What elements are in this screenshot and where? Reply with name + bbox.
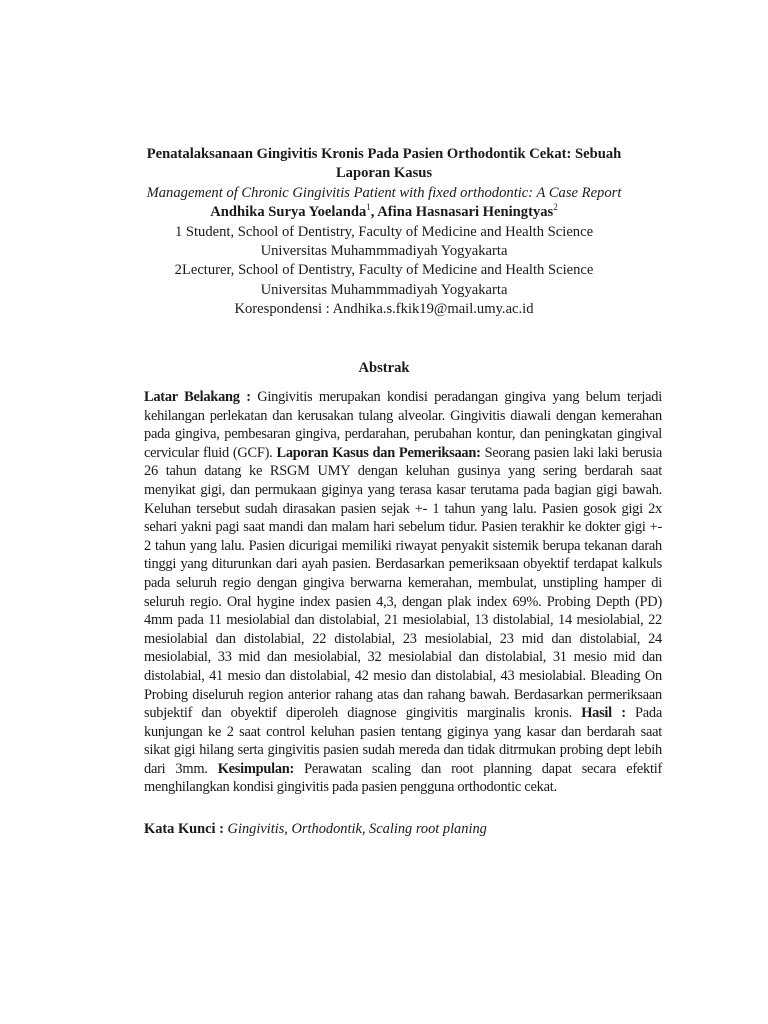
author-1: Andhika Surya Yoelanda <box>210 204 367 221</box>
affiliation-1-line-2: Universitas Muhammmadiyah Yogyakarta <box>260 243 508 260</box>
author-2: Afina Hasnasari Heningtyas <box>377 204 554 221</box>
case-report-label: Laporan Kasus dan Pemeriksaan: <box>276 444 481 461</box>
title-line-2: Laporan Kasus <box>335 165 433 182</box>
author-1-affil-mark: 1 <box>366 202 371 213</box>
conclusion-text: Perawatan scaling dan root planning dapat secara efektif menghilangkan kondisi gingivitis pada pasien pengguna orthodontic cekat. <box>144 760 663 796</box>
author-separator: , <box>370 204 378 221</box>
background-label: Latar Belakang : <box>144 389 251 405</box>
keywords-label: Kata Kunci : <box>144 821 224 837</box>
paper-subtitle: Management of Chronic Gingivitis Patient with fixed orthodontic: A Case Report <box>146 184 622 201</box>
case-report-text: Seorang pasien laki laki berusia 26 tahun datang ke RSGM UMY dengan keluhan gusinya yang sering berdarah saat menyikat gigi, dan permukaan giginya yang terasa kasar terutama pada bagian gigi bawah. Keluhan tersebut sudah dirasakan pasien sejak +- 1 tahun yang lalu. Pasien gosok gigi 2x sehari yakni pagi saat mandi dan malam hari sebelum tidur. Pasien terakhir ke dokter gigi +- 2 tahun yang lalu. Pasien dicurigai memiliki riwayat penyakit sistemik berupa tekanan darah tinggi yang diturunkan dari ayah pasien. Berdasarkan pemeriksaan obyektif terdapat kalkuls pada seluruh regio dengan gingiva berwarna kemerahan, membulat, unstipling hamper di seluruh regio. Oral hygine index pasien 4,3, dengan plak index 69%. Probing Depth (PD) 4mm pada 11 mesiolabial dan distolabial, 21 mesiolabial, 13 distolabial, 14 mesiolabial, 22 mesiolabial dan distolabial, 22 distolabial, 23 mesiolabial, 23 mid dan distolabial, 24 mesiolabial, 33 mid dan mesiolabial, 32 mesiolabial dan distolabial, 31 mesio mid dan distolabial, 41 mesio dan distolabial, 42 mesio dan distolabial, 43 mesiolabial. Bleading On Probing diseluruh region anterior rahang atas dan rahang bawah. Berdasarkan permeriksaan subjektif dan obyektif diperoleh diagnose gingivitis marginalis kronis. <box>144 444 663 722</box>
affiliation-1-line-1: 1 Student, School of Dentistry, Faculty of Medicine and Health Science <box>174 223 594 240</box>
author-2-affil-mark: 2 <box>553 202 558 213</box>
results-text: Pada kunjungan ke 2 saat control keluhan pasien tentang giginya yang kasar dan berdarah saat sikat gigi hilang serta gingivitis pasien sudah mereda dan tidak ditrmukan probing dept lebih dari 3mm. <box>144 705 662 777</box>
correspondence: Korespondensi : Andhika.s.fkik19@mail.umy.ac.id <box>234 301 534 318</box>
affiliation-2-line-1: 2Lecturer, School of Dentistry, Faculty of Medicine and Health Science <box>174 262 594 279</box>
abstract-body <box>144 388 662 797</box>
results-label: Hasil : <box>581 705 626 722</box>
conclusion-label: Kesimpulan: <box>217 760 295 777</box>
paper-title <box>100 145 668 184</box>
author-list <box>100 203 668 222</box>
keywords <box>144 820 662 839</box>
affiliation-2-line-2: Universitas Muhammmadiyah Yogyakarta <box>260 281 508 298</box>
abstract-heading: Abstrak <box>358 360 410 376</box>
paper-header <box>100 145 668 320</box>
keywords-values: Gingivitis, Orthodontik, Scaling root planing <box>223 821 487 837</box>
title-line-1: Penatalaksanaan Gingivitis Kronis Pada Pasien Orthodontik Cekat: Sebuah <box>146 146 622 162</box>
background-text: Gingivitis merupakan kondisi peradangan gingiva yang belum terjadi kehilangan perlekatan dan kerusakan tulang alveolar. Gingivitis diawali dengan kemerahan pada gingiva, pembesaran gingiva, perdarahan, perubahan kontur, dan peningkatan gingival cervicular fluid (GCF). <box>144 389 662 461</box>
